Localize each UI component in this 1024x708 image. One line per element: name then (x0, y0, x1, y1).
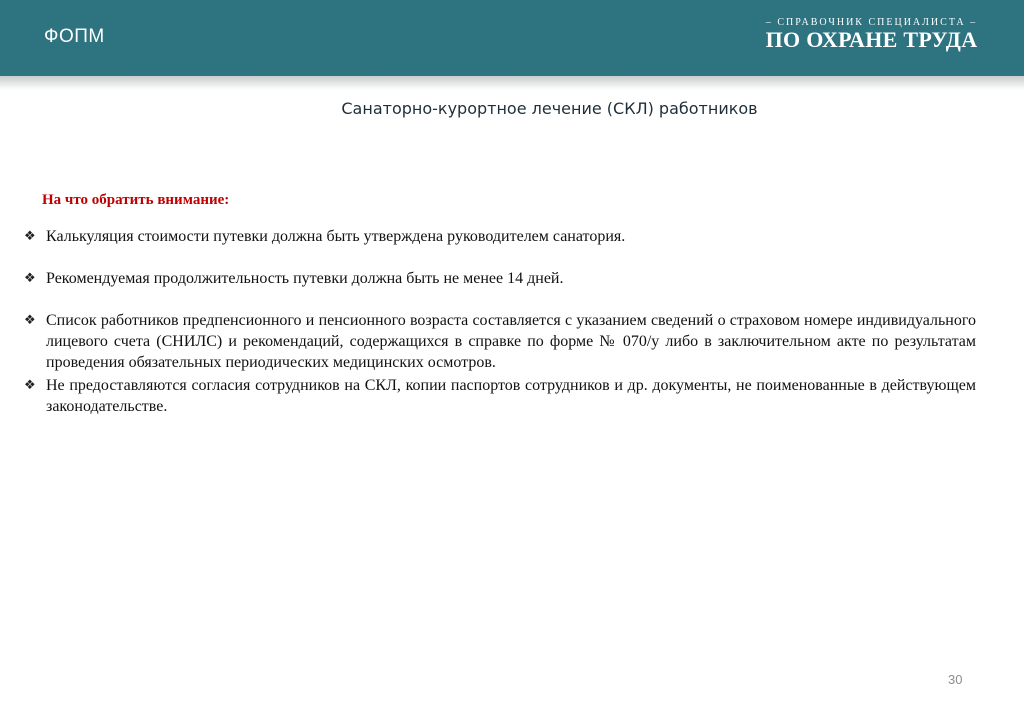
bullet-item (24, 268, 976, 289)
bullet-item (24, 310, 976, 373)
diamond-bullet-icon: ❖ (24, 271, 36, 286)
bullet-text: Не предоставляются согласия сотрудников на СКЛ, копии паспортов сотрудников и др. документы, не поименованные в действующем законодательстве. (46, 377, 976, 415)
bullet-text: Список работников предпенсионного и пенсионного возраста составляется с указанием сведений о страховом номере индивидуального лицевого счета (СНИЛС) и рекомендаций, содержащихся в справке по форме № 070/у либо в заключительном акте по результатам проведения обязательных периодических медицинских осмотров. (46, 312, 976, 371)
diamond-bullet-icon: ❖ (24, 378, 36, 393)
logo-subtitle: – СПРАВОЧНИК СПЕЦИАЛИСТА – (765, 17, 978, 28)
logo (754, 17, 989, 53)
header-bar (0, 0, 1024, 76)
diamond-bullet-icon: ❖ (24, 229, 36, 244)
bullet-list (24, 226, 976, 417)
page-number: 30 (948, 672, 963, 687)
bullet-item (24, 375, 976, 417)
slide-title: Санаторно-курортное лечение (СКЛ) работников (341, 99, 758, 118)
section-label: ФОПМ (44, 26, 105, 47)
bullet-item (24, 226, 976, 247)
logo-title: ПО ОХРАНЕ ТРУДА (765, 27, 978, 52)
bullet-text: Калькуляция стоимости путевки должна быть утверждена руководителем санатория. (46, 228, 626, 245)
bullet-text: Рекомендуемая продолжительность путевки должна быть не менее 14 дней. (46, 270, 564, 287)
attention-heading: На что обратить внимание: (42, 192, 230, 208)
diamond-bullet-icon: ❖ (24, 313, 36, 328)
header-shadow (0, 76, 1024, 90)
